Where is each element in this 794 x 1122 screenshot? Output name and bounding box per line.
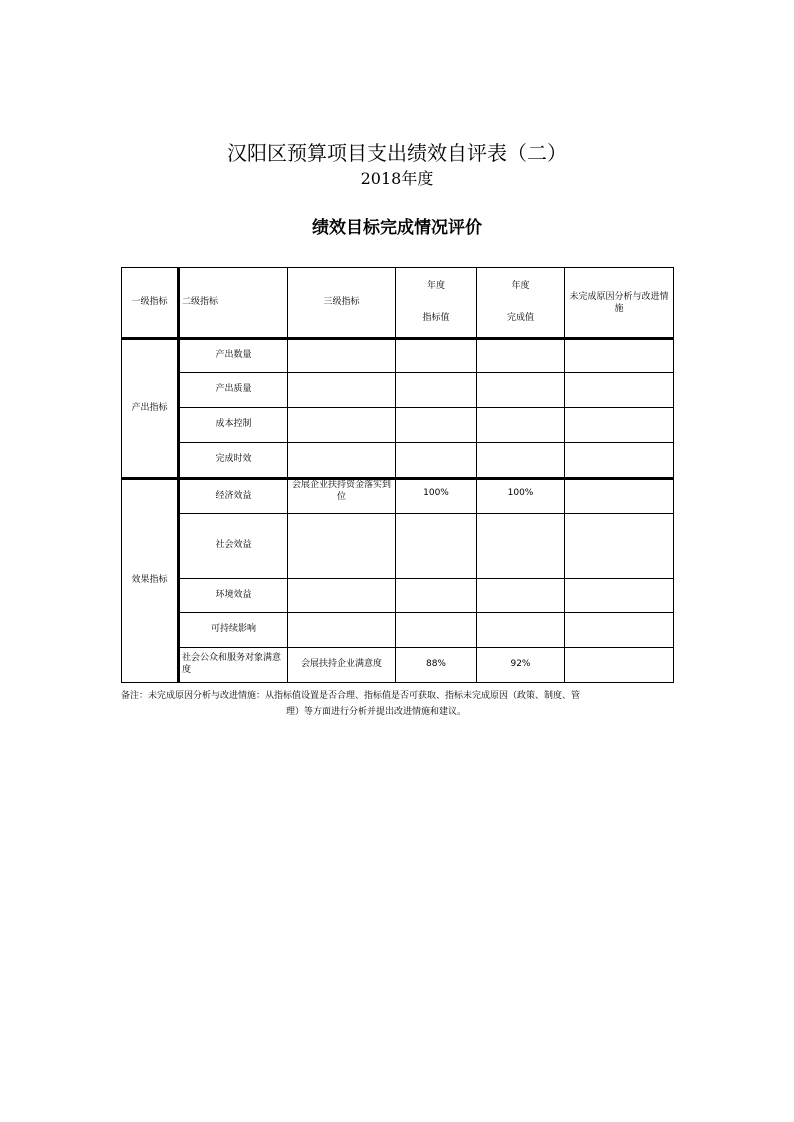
header-target-line2: 指标值 [422, 312, 450, 323]
table-row [122, 479, 674, 514]
header-target-line1: 年度 [426, 280, 445, 291]
cell-reason [565, 443, 674, 479]
header-done-line2: 完成值 [506, 312, 534, 323]
footnote-line1: 备注：未完成原因分析与改进情施：从指标值设置是否合理、指标值是否可获取、指标未完成原因（政策、制度、管 [121, 691, 581, 701]
cell-level3 [288, 373, 396, 408]
cell-reason [565, 373, 674, 408]
footnote [121, 688, 681, 720]
cell-target [396, 373, 477, 408]
cell-done [477, 443, 565, 479]
cell-level3 [288, 443, 396, 479]
cell-target: 88% [396, 648, 477, 683]
cell-done [477, 514, 565, 579]
table-row [122, 579, 674, 613]
table-row [122, 443, 674, 479]
cell-level2: 环境效益 [179, 579, 288, 613]
header-target [396, 268, 477, 339]
table-header-row [122, 268, 674, 339]
cell-done: 100% [477, 479, 565, 514]
cell-level2: 可持续影响 [179, 613, 288, 648]
cell-target [396, 514, 477, 579]
cell-reason [565, 339, 674, 373]
header-reason: 未完成原因分析与改进情施 [565, 268, 674, 339]
table-row [122, 408, 674, 443]
footnote-line2: 理）等方面进行分析并提出改进情施和建议。 [286, 707, 467, 717]
group-output: 产出指标 [122, 339, 179, 479]
cell-level3 [288, 579, 396, 613]
cell-done [477, 408, 565, 443]
cell-level2: 经济效益 [179, 479, 288, 514]
cell-target [396, 408, 477, 443]
group-effect: 效果指标 [122, 479, 179, 683]
header-done [477, 268, 565, 339]
header-level2: 二级指标 [179, 268, 288, 339]
cell-reason [565, 479, 674, 514]
cell-reason [565, 648, 674, 683]
cell-target [396, 613, 477, 648]
table-row [122, 339, 674, 373]
cell-done [477, 373, 565, 408]
table-row [122, 373, 674, 408]
cell-done: 92% [477, 648, 565, 683]
cell-level2: 产出质量 [179, 373, 288, 408]
page-title: 汉阳区预算项目支出绩效自评表（二） [227, 141, 567, 165]
cell-target: 100% [396, 479, 477, 514]
cell-level2: 社会效益 [179, 514, 288, 579]
cell-level3: 会展扶持企业满意度 [288, 648, 396, 683]
cell-level2: 产出数量 [179, 339, 288, 373]
cell-level3 [288, 339, 396, 373]
cell-level3 [288, 408, 396, 443]
table-row [122, 514, 674, 579]
cell-done [477, 613, 565, 648]
cell-level3: 会展企业扶持资金落实到位 [288, 479, 396, 514]
cell-level3 [288, 514, 396, 579]
cell-target [396, 579, 477, 613]
cell-level2: 完成时效 [179, 443, 288, 479]
table-row [122, 648, 674, 683]
header-done-line1: 年度 [511, 280, 530, 291]
cell-reason [565, 579, 674, 613]
cell-target [396, 339, 477, 373]
header-level3: 三级指标 [288, 268, 396, 339]
report-year: 2018年度 [360, 169, 434, 188]
cell-reason [565, 514, 674, 579]
header-level1: 一级指标 [122, 268, 179, 339]
evaluation-table [121, 267, 674, 683]
table-row [122, 613, 674, 648]
cell-reason [565, 613, 674, 648]
cell-done [477, 339, 565, 373]
cell-target [396, 443, 477, 479]
cell-level3 [288, 613, 396, 648]
cell-done [477, 579, 565, 613]
cell-reason [565, 408, 674, 443]
cell-level2: 社会公众和服务对象满意度 [179, 648, 288, 683]
cell-level2: 成本控制 [179, 408, 288, 443]
section-subtitle: 绩效目标完成情况评价 [312, 218, 482, 238]
